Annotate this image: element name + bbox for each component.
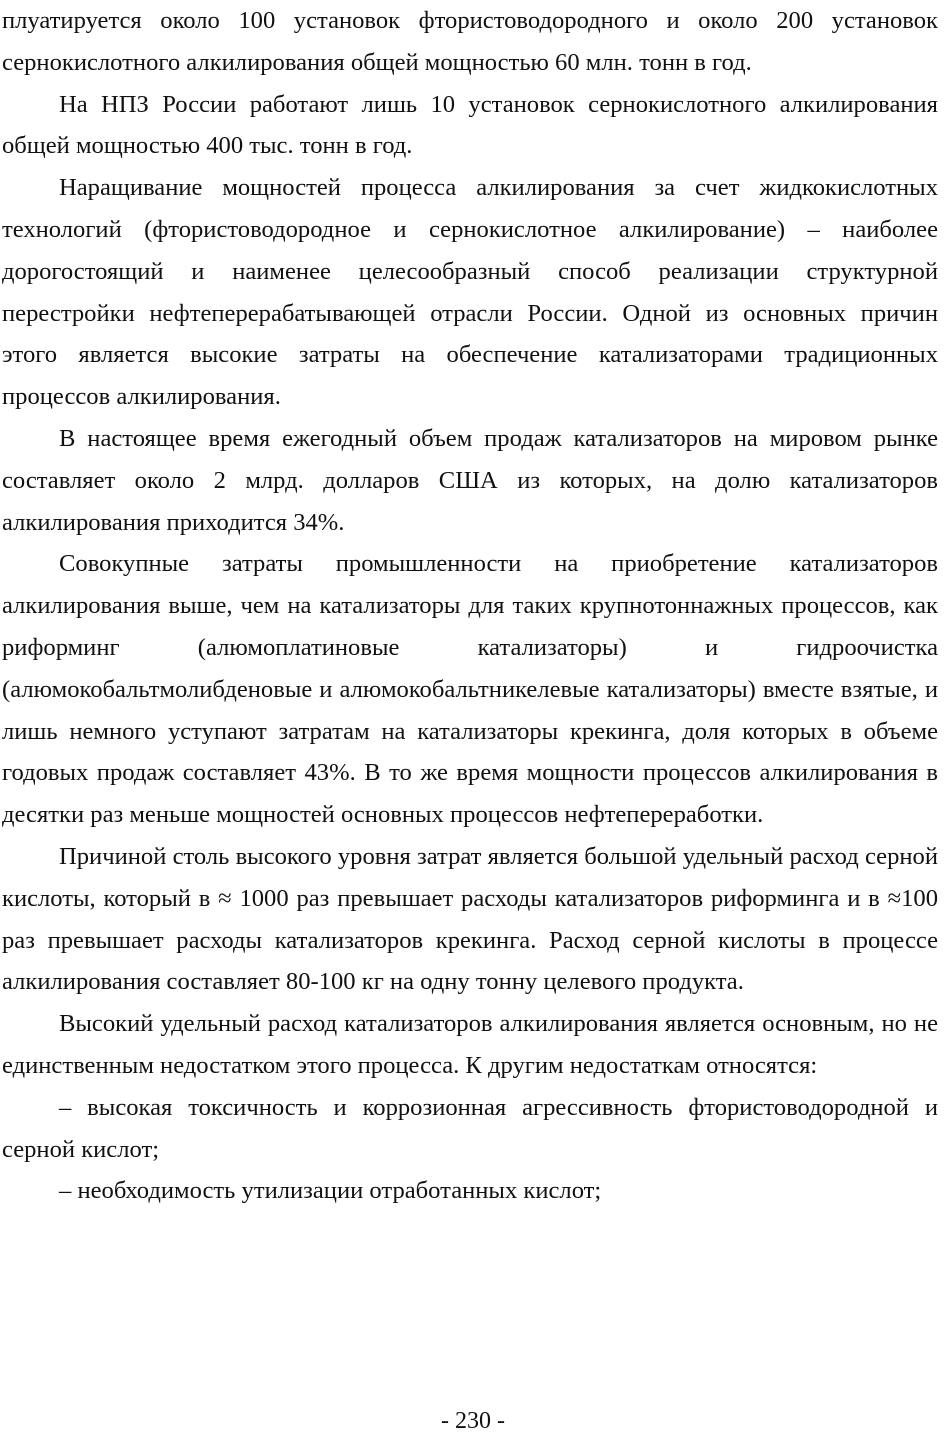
- body-text: [2, 0, 938, 1212]
- paragraph: В настоящее время ежегодный объем продаж катализаторов на мировом рынке составляет около 2 млрд. долларов США из которых, на долю катализаторов алкилирования приходится 34%.: [2, 424, 938, 536]
- paragraph: Причиной столь высокого уровня затрат является большой удельный расход серной кислоты, который в ≈ 1000 раз превышает расходы катализаторов риформинга и в ≈100 раз превышает расходы катализаторов крекинга. Расход серной кислоты в процессе алкилирования составляет 80-100 кг на одну тонну целевого продукта.: [2, 842, 938, 996]
- page-number: - 230 -: [441, 1408, 505, 1434]
- paragraph: На НПЗ России работают лишь 10 установок сернокислотного алкилирования общей мощностью 400 тыс. тонн в год.: [2, 90, 938, 160]
- paragraph: Наращивание мощностей процесса алкилирования за счет жидкокислотных технологий (фтористоводородное и сернокислотное алкилирование) – наиболее дорогостоящий и наименее целесообразный способ реализации структурной перестройки нефтеперерабатывающей отрасли России. Одной из основных причин этого является высокие затраты на обеспечение катализаторами традиционных процессов алкилирования.: [2, 174, 938, 411]
- list-item: – необходимость утилизации отработанных кислот;: [59, 1177, 602, 1205]
- paragraph: Высокий удельный расход катализаторов алкилирования является основным, но не единственным недостатком этого процесса. К другим недостаткам относятся:: [2, 1010, 938, 1079]
- paragraph-continuation: плуатируется около 100 установок фтористоводородного и около 200 установок сернокислотного алкилирования общей мощностью 60 млн. тонн в год.: [2, 7, 938, 76]
- list-item: – высокая токсичность и коррозионная агрессивность фтористоводородной и серной кислот;: [2, 1093, 938, 1163]
- paragraph: Совокупные затраты промышленности на приобретение катализаторов алкилирования выше, чем на катализаторы для таких крупнотоннажных процессов, как риформинг (алюмоплатиновые катализаторы) и гидроочистка (алюмокобальтмолибденовые и алюмокобальтникелевые катализаторы) вместе взятые, и лишь немного уступают затратам на катализаторы крекинга, доля которых в объеме годовых продаж составляет 43%. В то же время мощности процессов алкилирования в десятки раз меньше мощностей основных процессов нефтепереработки.: [2, 550, 938, 829]
